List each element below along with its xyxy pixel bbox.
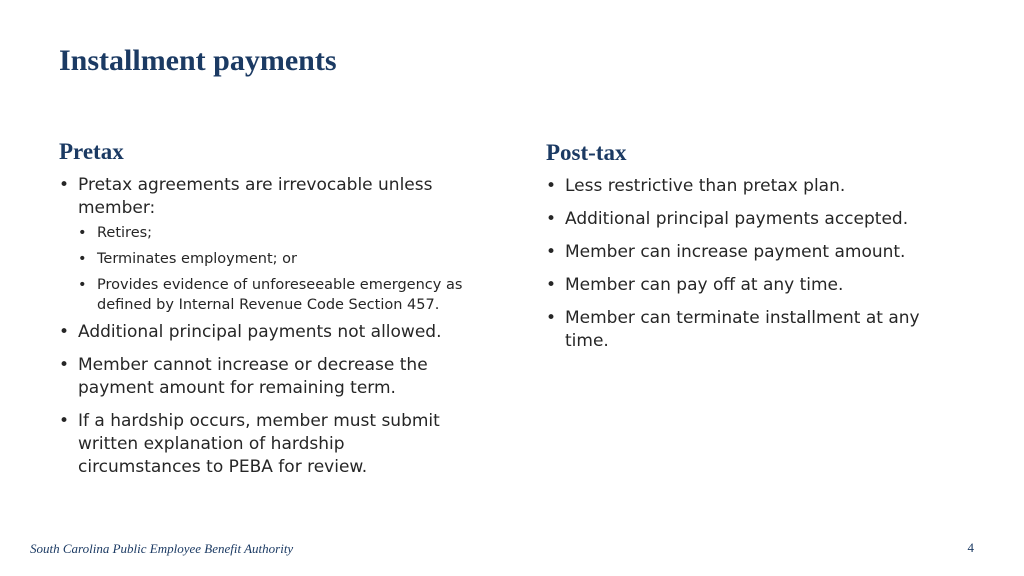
footer-organization: South Carolina Public Employee Benefit Authority	[30, 541, 294, 556]
list-item: • Provides evidence of unforeseeable emergency as defined by Internal Revenue Code Section 457.	[78, 275, 469, 315]
pretax-bullet-irrevocable: Pretax agreements are irrevocable unless member:	[78, 175, 433, 218]
pretax-bullet-list	[59, 174, 469, 479]
posttax-column	[546, 139, 956, 363]
page-number: 4	[967, 540, 974, 555]
list-item	[59, 174, 469, 315]
list-item: • Terminates employment; or	[78, 249, 469, 269]
list-item: • Additional principal payments accepted.	[546, 208, 956, 231]
slide-title: Installment payments	[59, 44, 337, 77]
posttax-bullet-list	[546, 175, 956, 353]
list-item: • Retires;	[78, 223, 469, 243]
list-item: • Additional principal payments not allowed.	[59, 321, 469, 344]
list-item: • Member can increase payment amount.	[546, 241, 956, 264]
list-item: • Member cannot increase or decrease the payment amount for remaining term.	[59, 354, 469, 400]
pretax-column	[59, 138, 469, 489]
list-item: • Less restrictive than pretax plan.	[546, 175, 956, 198]
posttax-heading: Post-tax	[546, 140, 627, 165]
list-item: • Member can pay off at any time.	[546, 274, 956, 297]
list-item: • If a hardship occurs, member must submit written explanation of hardship circumstances to PEBA for review.	[59, 410, 469, 479]
pretax-sub-list	[78, 223, 469, 315]
list-item: • Member can terminate installment at any time.	[546, 307, 956, 353]
pretax-heading: Pretax	[59, 139, 124, 164]
